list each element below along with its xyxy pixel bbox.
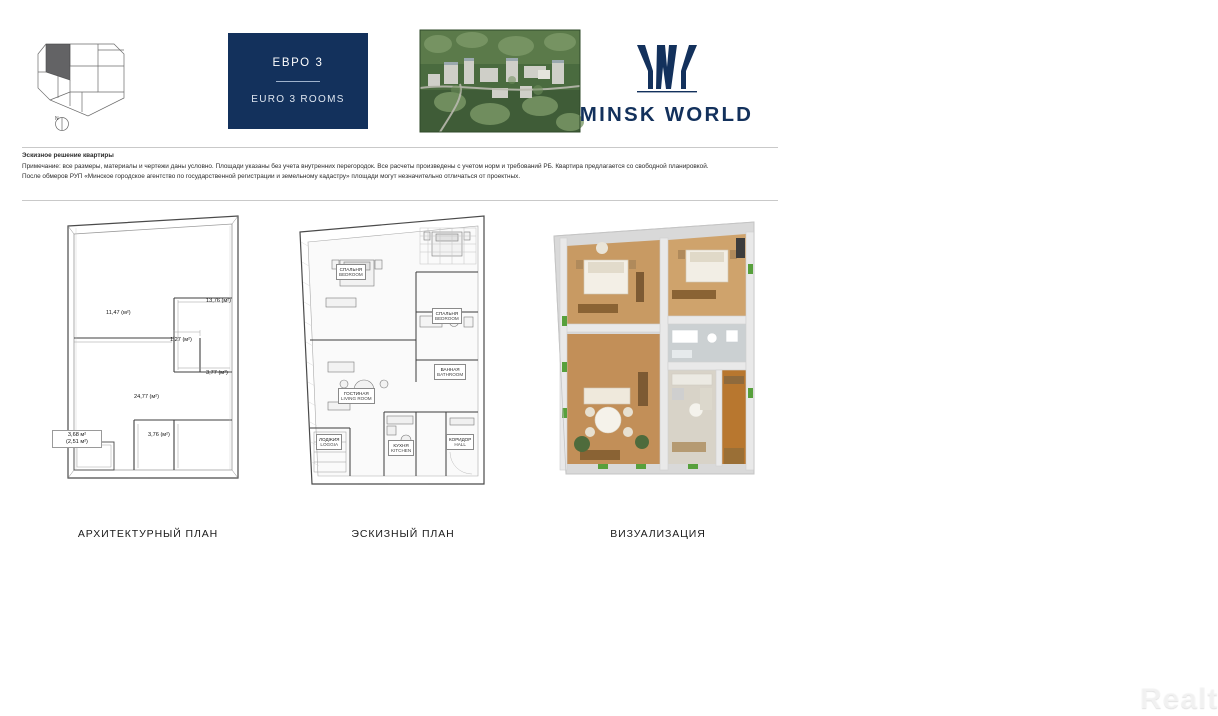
room-label-bathroom-en: BATHROOM (437, 372, 464, 378)
area-label-7 (52, 430, 102, 448)
north-marker-label: N (55, 116, 59, 122)
caption-visualization: ВИЗУАЛИЗАЦИЯ (610, 528, 706, 540)
notes-line-1: Примечание: все размеры, материалы и чертежи даны условно. Площади указаны без учета внутренних перегородок. Все расчеты произведены с учетом норм и требований РБ. Квартира предлагается со свободной планировкой. (22, 163, 709, 170)
room-label-kitchen-ru: КУХНЯ (393, 442, 409, 448)
room-label-bedroom-2-en: BEDROOM (435, 316, 459, 322)
room-label-bedroom-2-ru: СПАЛЬНЯ (435, 310, 459, 316)
aerial-photo (420, 30, 580, 132)
notes-title: Эскизное решение квартиры (22, 152, 114, 159)
area-label-7-value2: (2,51 м²) (66, 438, 88, 445)
caption-architectural: АРХИТЕКТУРНЫЙ ПЛАН (77, 528, 219, 540)
brand-wordmark: MINSK WORLD (579, 103, 754, 126)
room-label-loggia-en: LOGGIA (320, 442, 339, 448)
page-header (0, 0, 797, 150)
divider-top (22, 147, 778, 148)
area-label-1: 11,47 (м²) (106, 310, 131, 316)
room-label-bathroom (434, 364, 466, 380)
room-label-hall-en: HALL (454, 442, 466, 448)
notes-line-2: После обмеров РУП «Минское городское агентство по государственной регистрации и земельному кадастру» площади могут незначительно отличаться от проектных. (22, 172, 521, 180)
room-label-hall (446, 434, 474, 450)
title-divider (276, 81, 320, 82)
sketch-plan (288, 212, 518, 502)
room-label-bedroom-1-ru: СПАЛЬНЯ (339, 266, 363, 272)
brand-block (564, 34, 769, 134)
building-key-plan (28, 28, 136, 133)
room-label-loggia (316, 434, 342, 450)
room-label-living-en: LIVING ROOM (341, 396, 372, 402)
room-label-hall-ru: КОРИДОР (449, 436, 472, 442)
room-label-bedroom-1-en: BEDROOM (339, 272, 363, 278)
watermark-realt: Realt (1140, 682, 1218, 715)
apartment-type-en: EURO 3 ROOMS (251, 94, 345, 105)
notes-block (22, 152, 778, 182)
area-label-7-value: 3,68 м² (67, 432, 87, 438)
area-label-2: 13,76 (м²) (206, 298, 231, 304)
divider-bottom (22, 200, 778, 201)
room-label-living (338, 388, 375, 404)
room-label-bedroom-1 (336, 264, 366, 280)
room-label-bathroom-ru: ВАННАЯ (440, 366, 460, 372)
minsk-world-logo-icon (635, 41, 699, 93)
area-label-6: 3,76 (м²) (148, 432, 170, 438)
area-label-4: 3,77 (м²) (206, 370, 228, 376)
room-label-kitchen (388, 440, 414, 456)
room-label-loggia-ru: ЛОДЖИЯ (319, 436, 340, 442)
architectural-plan (24, 212, 272, 502)
apartment-type-ru: ЕВРО 3 (272, 57, 324, 69)
room-label-bedroom-2 (432, 308, 462, 324)
room-label-living-ru: ГОСТИНАЯ (343, 390, 369, 396)
apartment-type-card (228, 33, 368, 129)
area-label-3: 1,27 (м²) (170, 337, 192, 343)
caption-sketch: ЭСКИЗНЫЙ ПЛАН (351, 528, 455, 540)
room-label-kitchen-en: KITCHEN (391, 448, 412, 454)
area-label-5: 24,77 (м²) (134, 394, 159, 400)
